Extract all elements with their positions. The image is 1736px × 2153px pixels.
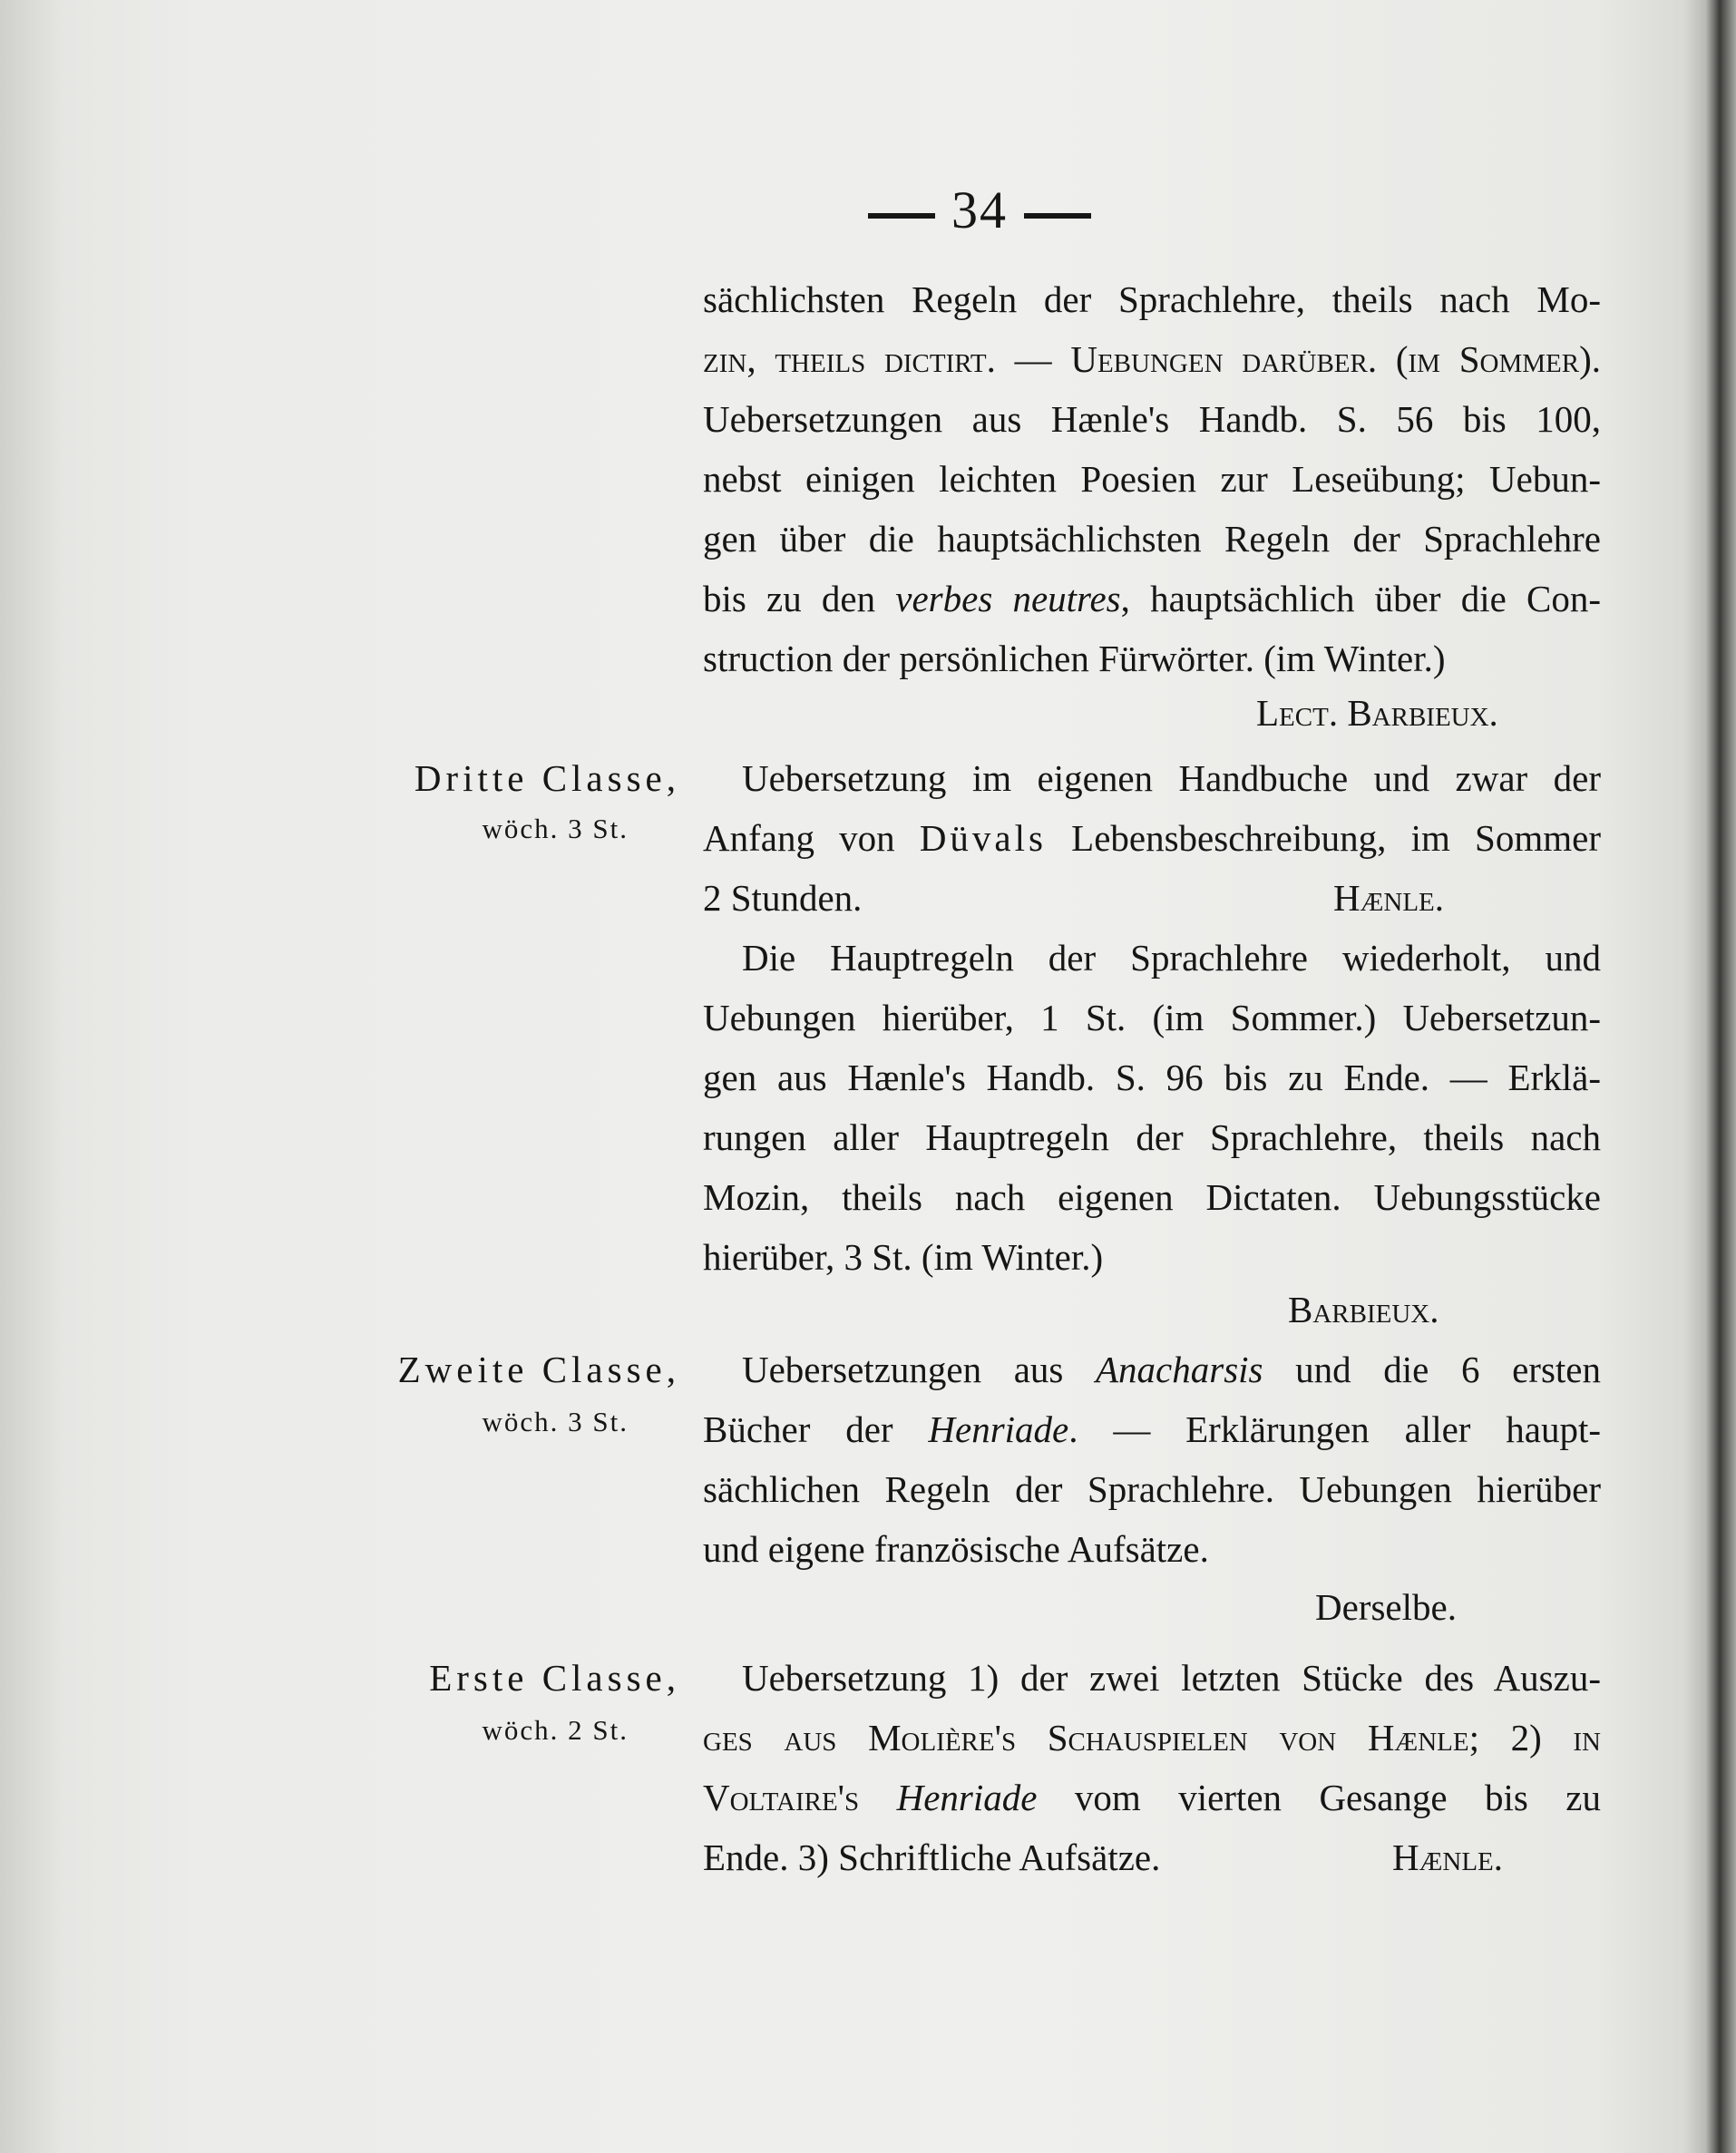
- class-hours-zweite: wöch. 3 St.: [482, 1406, 629, 1437]
- text-run: . — Erklärungen aller haupt-: [1068, 1408, 1601, 1450]
- text-line: Uebersetzung im eigenen Handbuche und zwar der: [742, 757, 1601, 799]
- header-rule-left: [868, 213, 935, 219]
- text-line: struction der persönlichen Fürwörter. (im Winter.): [703, 638, 1446, 679]
- text-line: [703, 1408, 1601, 1450]
- text-run-smallcaps: Voltaire's: [703, 1777, 897, 1818]
- text-line: sächlichen Regeln der Sprachlehre. Uebungen hierüber: [703, 1468, 1601, 1510]
- header-rule-right: [1024, 213, 1091, 219]
- text-line: Uebungen hierüber, 1 St. (im Sommer.) Uebersetzun-: [703, 997, 1601, 1038]
- text-run-italic: Anacharsis: [1096, 1349, 1263, 1390]
- page-edge-shadow: [1705, 0, 1736, 2153]
- text-line: ges aus Molière's Schauspielen von Hænle; 2) in: [703, 1717, 1601, 1758]
- class-label-erste: Erste Classe,: [429, 1657, 680, 1699]
- text-line: nebst einigen leichten Poesien zur Leseübung; Uebun-: [703, 458, 1601, 500]
- text-run: , hauptsächlich über die Con-: [1120, 578, 1601, 619]
- teacher-signature: Barbieux.: [1288, 1289, 1439, 1330]
- text-run: Uebersetzungen aus: [742, 1349, 1097, 1390]
- text-line: [703, 1779, 1601, 1817]
- text-run: Lebensbeschreibung, im Sommer: [1046, 817, 1601, 859]
- class-hours-dritte: wöch. 3 St.: [482, 813, 629, 844]
- text-run-spaced: Düvals: [919, 817, 1047, 859]
- text-line: Uebersetzung 1) der zwei letzten Stücke des Auszu-: [742, 1657, 1601, 1699]
- text-line: hierüber, 3 St. (im Winter.): [703, 1236, 1104, 1278]
- class-label-zweite: Zweite Classe,: [397, 1349, 680, 1390]
- class-label-dritte: Dritte Classe,: [414, 757, 680, 799]
- text-line: 2 Stunden.: [703, 877, 863, 919]
- text-line: sächlichsten Regeln der Sprachlehre, theils nach Mo-: [703, 278, 1601, 320]
- class-hours-erste: wöch. 2 St.: [482, 1714, 629, 1746]
- page-number: 34: [951, 180, 1008, 239]
- text-run: vom vierten Gesange bis zu: [1037, 1777, 1601, 1818]
- text-line: [742, 1351, 1601, 1388]
- text-run-italic: Henriade: [928, 1408, 1069, 1450]
- teacher-signature: Hænle.: [1392, 1836, 1504, 1878]
- teacher-signature: Hænle.: [1333, 877, 1445, 919]
- text-line: gen aus Hænle's Handb. S. 96 bis zu Ende. — Erklä-: [703, 1057, 1601, 1098]
- text-line: Uebersetzungen aus Hænle's Handb. S. 56 bis 100,: [703, 398, 1601, 440]
- page-header: [834, 180, 1125, 240]
- text-line: [703, 580, 1601, 618]
- text-run-italic: verbes neutres: [895, 578, 1121, 619]
- text-line: [703, 817, 1601, 859]
- text-line: und eigene französische Aufsätze.: [703, 1528, 1209, 1570]
- text-run: Anfang von: [703, 817, 920, 859]
- text-line: rungen aller Hauptregeln der Sprachlehre, theils nach: [703, 1116, 1601, 1158]
- text-run: Bücher der: [703, 1408, 929, 1450]
- text-run: und die 6 ersten: [1263, 1349, 1601, 1390]
- teacher-signature: Lect. Barbieux.: [1256, 692, 1498, 734]
- text-line: Mozin, theils nach eigenen Dictaten. Uebungsstücke: [703, 1176, 1601, 1218]
- text-line: gen über die hauptsächlichsten Regeln der Sprachlehre: [703, 518, 1601, 560]
- text-line: zin, theils dictirt. — Uebungen darüber. (im Sommer).: [703, 338, 1601, 380]
- text-run: bis zu den: [703, 578, 896, 619]
- text-line: Ende. 3) Schriftliche Aufsätze.: [703, 1836, 1161, 1878]
- teacher-signature: Derselbe.: [1315, 1586, 1457, 1628]
- text-line: Die Hauptregeln der Sprachlehre wiederholt, und: [742, 937, 1601, 979]
- text-run-italic: Henriade: [896, 1777, 1038, 1818]
